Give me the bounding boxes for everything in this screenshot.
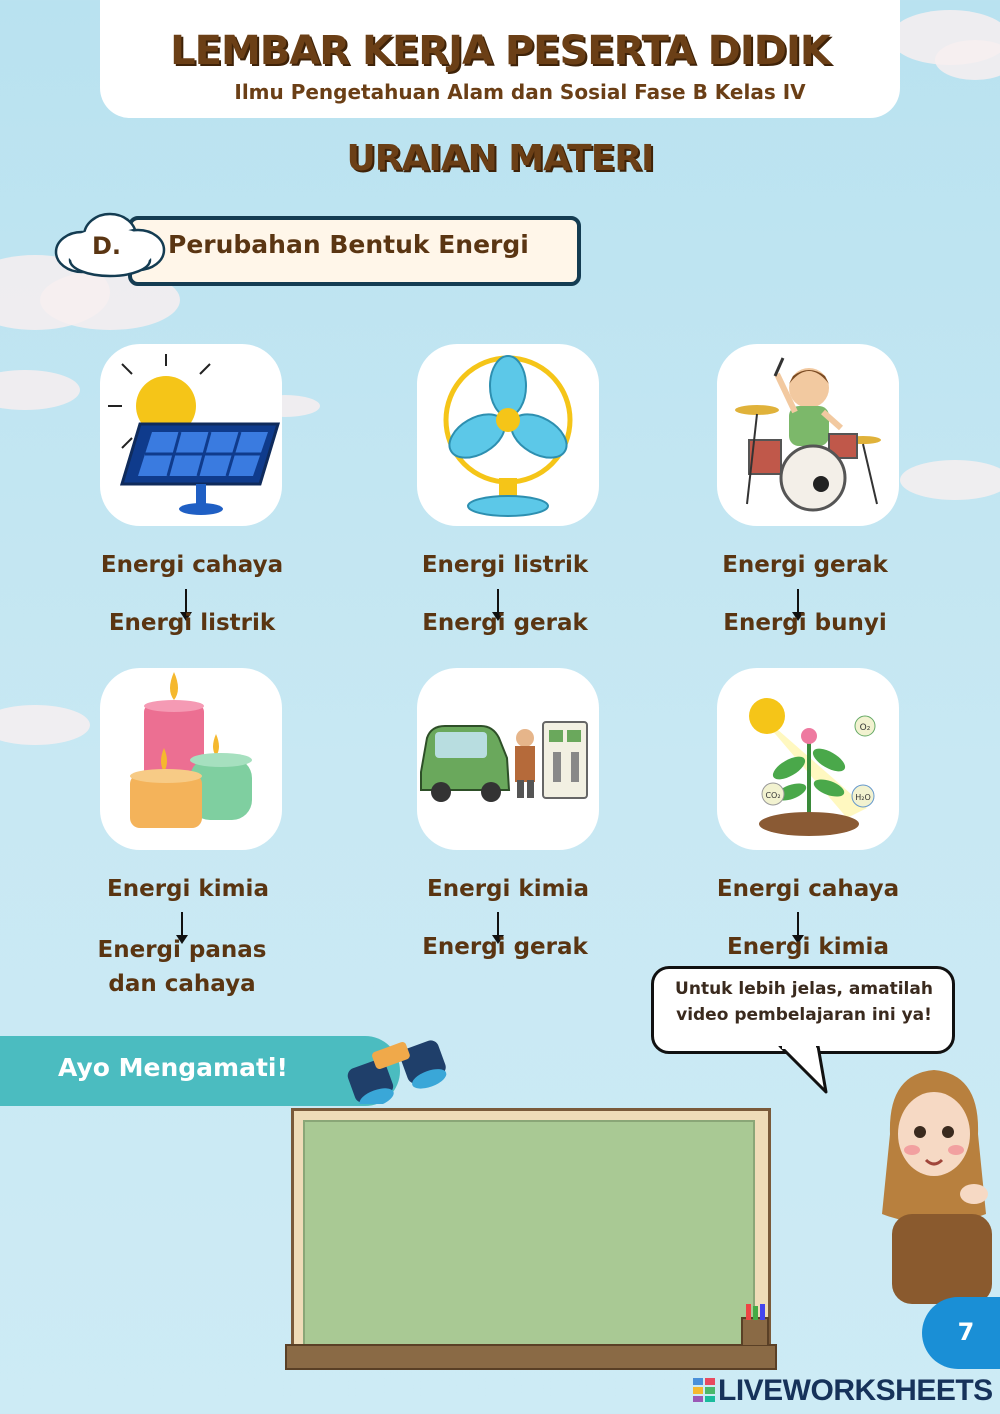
- teacher-character-icon: [868, 1064, 1000, 1304]
- decor-cloud: [900, 460, 1000, 500]
- energy-4-to-line2: dan cahaya: [108, 971, 256, 997]
- observe-banner-label: Ayo Mengamati!: [58, 1053, 288, 1082]
- energy-1-from: Energi cahaya: [100, 552, 284, 578]
- section-title: URAIAN MATERI: [346, 138, 654, 179]
- page-title: LEMBAR KERJA PESERTA DIDIK: [170, 28, 830, 74]
- energy-card-2: [417, 344, 599, 526]
- decor-cloud: [0, 705, 90, 745]
- co2-label: CO₂: [765, 791, 781, 800]
- decor-cloud: [0, 370, 80, 410]
- speech-bubble-tail: [778, 1046, 828, 1094]
- energy-4-to-line1: Energi panas: [97, 937, 267, 963]
- board-ledge: [285, 1344, 777, 1370]
- energy-card-3: [717, 344, 899, 526]
- energy-6-to: Energi kimia: [727, 934, 889, 960]
- energy-2-to: Energi gerak: [422, 610, 588, 636]
- energy-5-from: Energi kimia: [427, 876, 589, 902]
- energy-3-to: Energi bunyi: [723, 610, 887, 636]
- candles-icon: [100, 668, 282, 850]
- photosynthesis-plant-icon: [717, 668, 899, 850]
- energy-card-1: [100, 344, 282, 526]
- energy-3-from: Energi gerak: [722, 552, 888, 578]
- speech-bubble-text: Untuk lebih jelas, amatilah video pembelajaran ini ya!: [675, 979, 933, 1025]
- car-refuel-icon: [417, 668, 599, 850]
- arrow-down-icon: [181, 912, 183, 938]
- drummer-icon: [717, 344, 899, 526]
- energy-1-to: Energi listrik: [108, 610, 276, 636]
- brand-wordmark[interactable]: LIVEWORKSHEETS: [718, 1374, 993, 1407]
- page-subtitle: Ilmu Pengetahuan Alam dan Sosial Fase B Kelas IV: [234, 80, 806, 104]
- energy-4-from: Energi kimia: [107, 876, 269, 902]
- video-board[interactable]: [303, 1120, 755, 1346]
- page-number: 7: [957, 1318, 975, 1346]
- o2-label: O₂: [859, 723, 871, 733]
- solar-panel-icon: [100, 344, 282, 526]
- energy-card-4: [100, 668, 282, 850]
- h2o-label: H₂O: [855, 793, 871, 802]
- subsection-letter: D.: [92, 232, 122, 260]
- chalk-cup-icon: [738, 1302, 772, 1346]
- subsection-title: Perubahan Bentuk Energi: [168, 230, 529, 259]
- energy-6-from: Energi cahaya: [716, 876, 900, 902]
- energy-card-6: [717, 668, 899, 850]
- energy-card-5: [417, 668, 599, 850]
- electric-fan-icon: [417, 344, 599, 526]
- decor-cloud: [935, 40, 1000, 80]
- binoculars-icon: [336, 1024, 452, 1104]
- energy-5-to: Energi gerak: [422, 934, 588, 960]
- energy-2-from: Energi listrik: [421, 552, 589, 578]
